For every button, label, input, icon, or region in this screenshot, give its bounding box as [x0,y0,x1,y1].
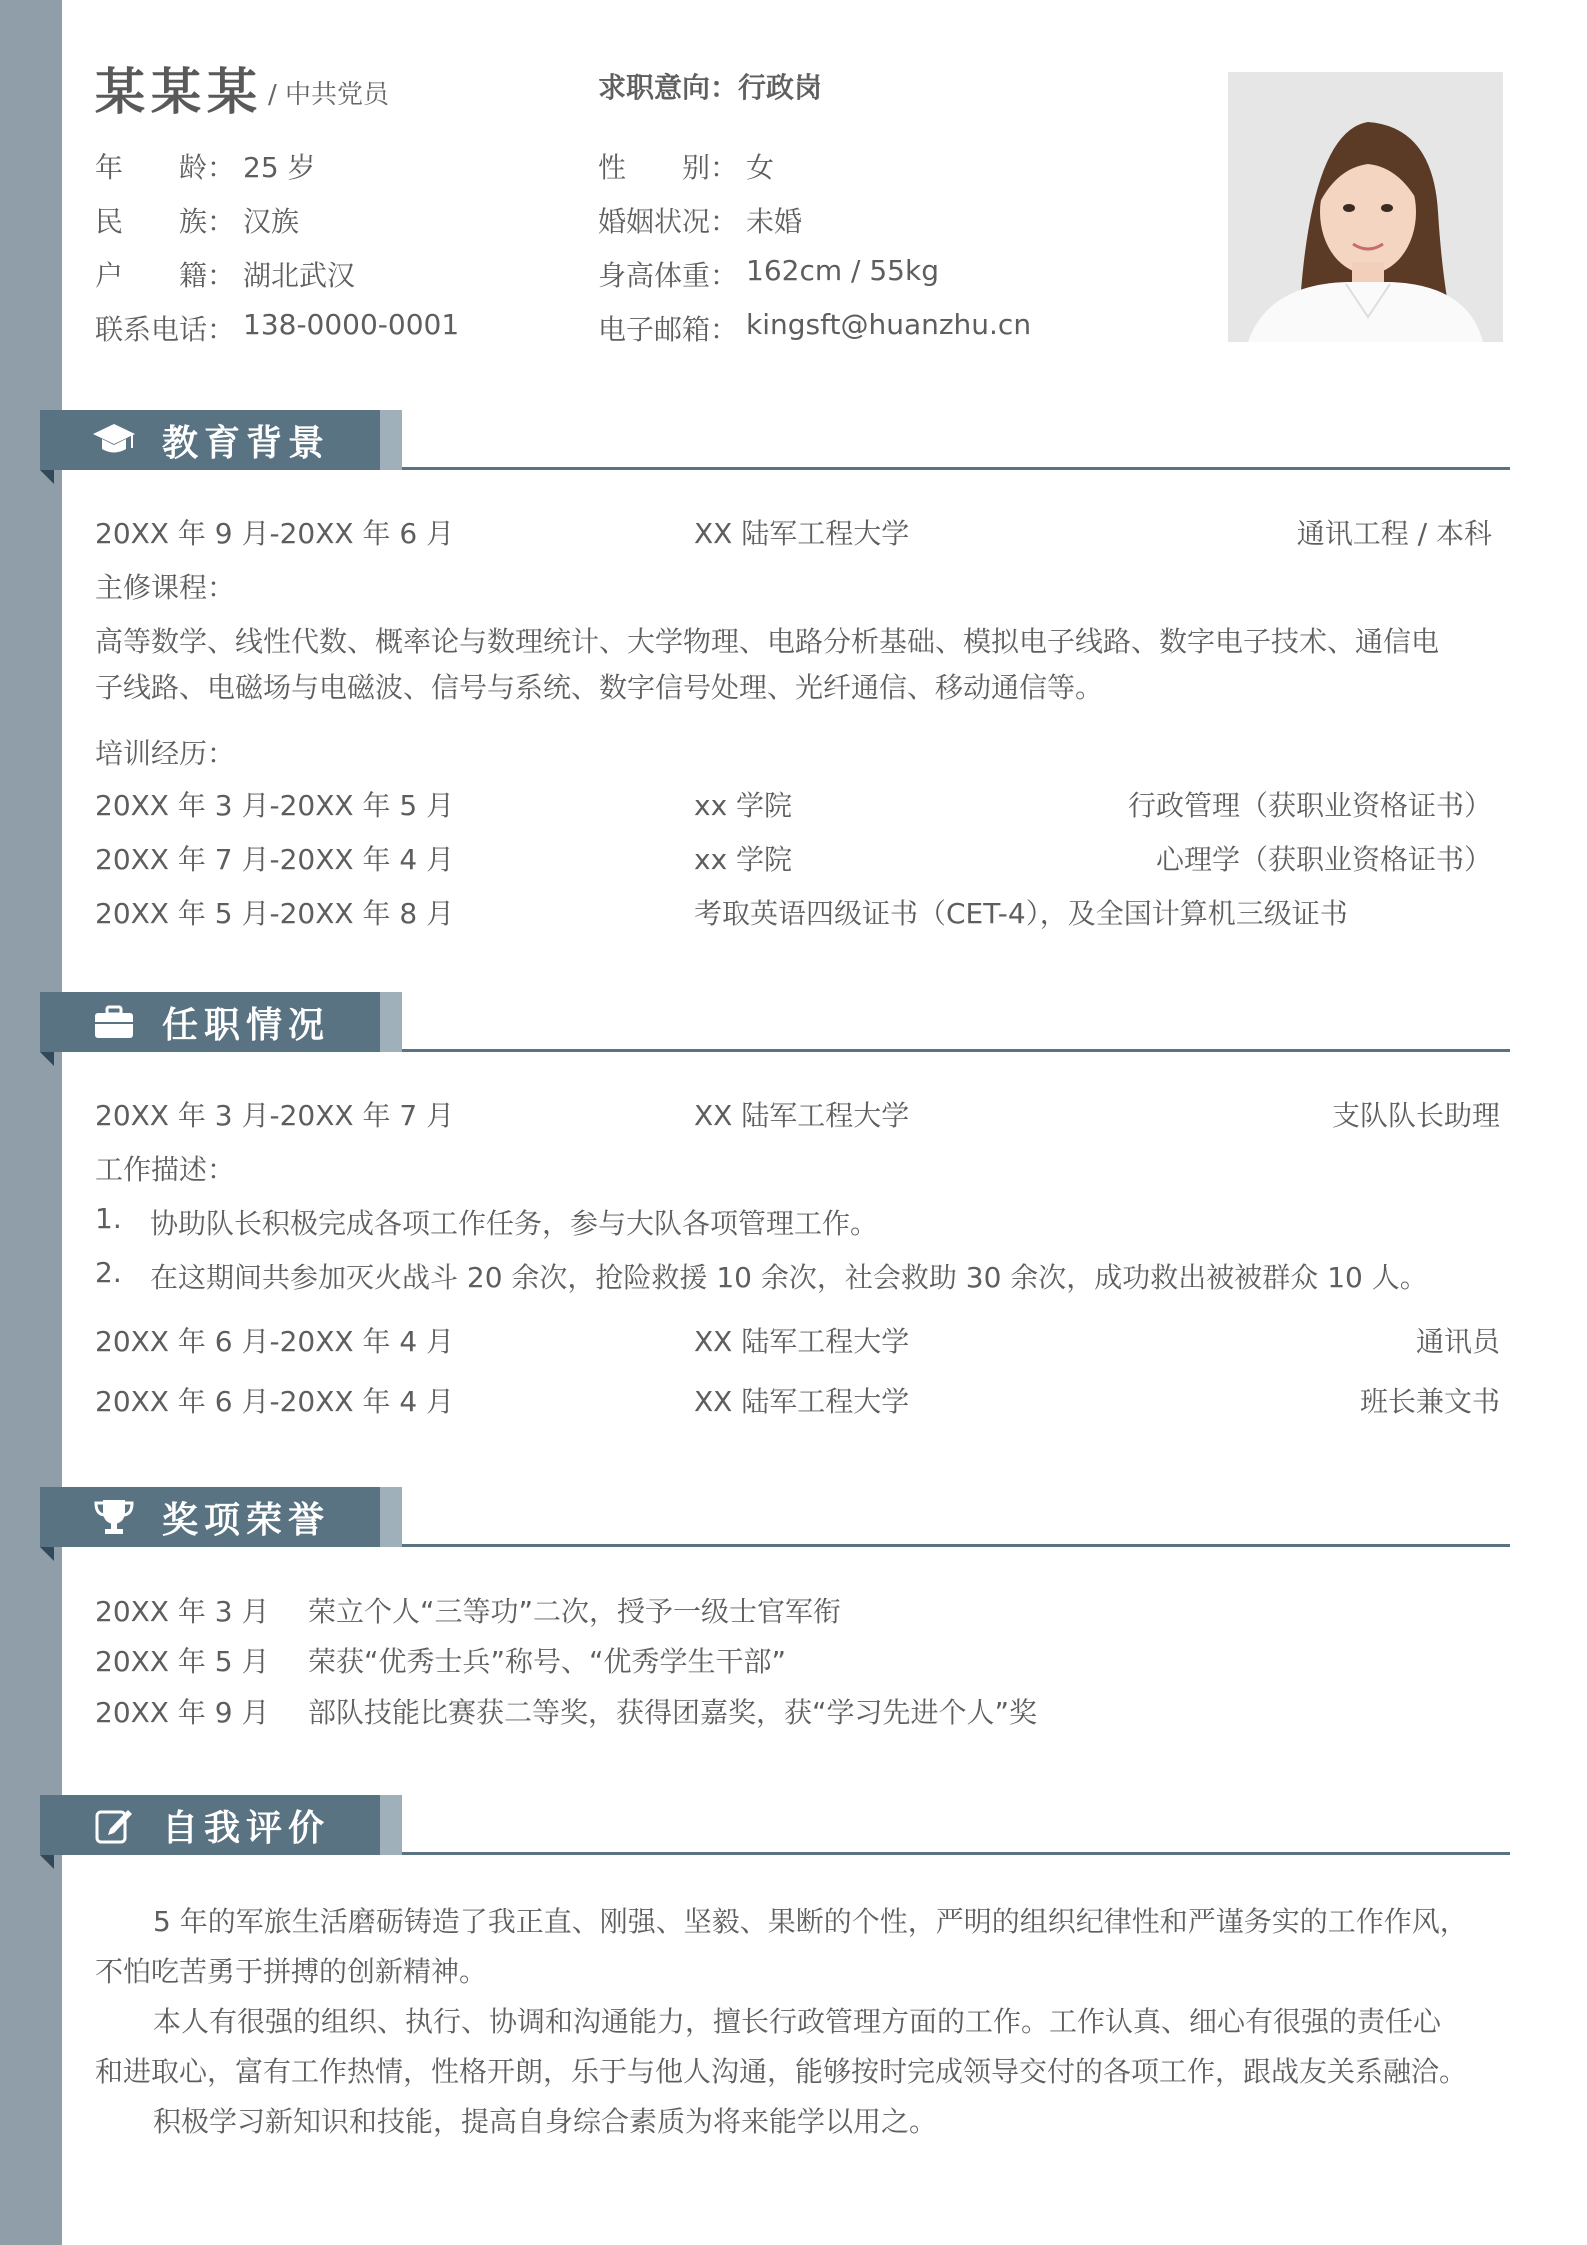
training-period: 20XX 年 3 月-20XX 年 5 月 [95,789,455,822]
section-rule [402,1049,1510,1052]
info-age [95,146,316,186]
self-eval-line: 本人有很强的组织、执行、协调和沟通能力，擅长行政管理方面的工作。工作认真、细心有很强的责任心 [153,2005,1442,2038]
section-header-education [40,410,1510,488]
work-org: XX 陆军工程大学 [694,1099,910,1132]
work-role: 通讯员 [1415,1325,1500,1358]
info-value: 汉族 [243,205,300,238]
award-date: 20XX 年 5 月 [95,1645,270,1678]
section-rule [402,1544,1510,1547]
section-band-fold [40,470,54,484]
section-title: 任职情况 [162,1004,331,1046]
portrait-image [1228,72,1503,342]
section-rule [402,467,1510,470]
award-date: 20XX 年 9 月 [95,1696,270,1729]
section-header-self [40,1795,1510,1873]
info-value: 25 岁 [243,151,316,184]
award-text: 荣获“优秀士兵”称号、“优秀学生干部” [308,1645,787,1678]
section-band-accent [380,992,402,1052]
section-band-accent [380,410,402,470]
info-ethnicity [95,200,299,240]
work-period: 20XX 年 3 月-20XX 年 7 月 [95,1099,455,1132]
section-band-accent [380,1487,402,1547]
edu-major: 通讯工程 / 本科 [1296,517,1492,550]
info-label: 性 别： [598,151,739,184]
award-date: 20XX 年 3 月 [95,1595,270,1628]
section-title: 奖项荣誉 [162,1499,331,1541]
section-title: 教育背景 [162,422,331,464]
work-period: 20XX 年 6 月-20XX 年 4 月 [95,1385,455,1418]
info-marital [598,200,802,240]
training-org: xx 学院 [694,843,793,876]
section-rule [402,1852,1510,1855]
info-value: 女 [746,151,775,184]
work-desc-text: 在这期间共参加灭火战斗 20 余次，抢险救援 10 余次，社会救助 30 余次，成功救出被被群众 10 人。 [150,1261,1428,1294]
training-result: 行政管理（获职业资格证书） [1127,789,1492,822]
courses-line: 高等数学、线性代数、概率论与数理统计、大学物理、电路分析基础、模拟电子线路、数字电子技术、通信电 [95,625,1440,658]
profile-photo [1228,72,1503,342]
work-org: XX 陆军工程大学 [694,1385,910,1418]
work-desc-text: 协助队长积极完成各项工作任务，参与大队各项管理工作。 [150,1207,879,1240]
edit-icon [92,1803,136,1847]
work-role: 班长兼文书 [1359,1385,1500,1418]
trophy-icon [92,1495,136,1539]
work-org: XX 陆军工程大学 [694,1325,910,1358]
self-eval-line: 不怕吃苦勇于拼搏的创新精神。 [95,1955,488,1988]
info-email [598,308,1031,348]
left-decor-strip [0,0,62,2245]
info-height-weight [598,254,939,294]
section-band [40,1795,380,1855]
party-affiliation: / 中共党员 [268,80,390,110]
training-result: 心理学（获职业资格证书） [1155,843,1492,876]
training-label: 培训经历： [95,737,236,770]
job-intent: 求职意向：行政岗 [598,71,823,104]
section-band [40,1487,380,1547]
section-band [40,410,380,470]
work-desc-num: 1. [95,1202,122,1235]
work-desc-label: 工作描述： [95,1153,236,1186]
award-text: 荣立个人“三等功”二次，授予一级士官军衔 [308,1595,842,1628]
info-value: 138-0000-0001 [243,308,460,341]
section-header-work [40,992,1510,1070]
courses-label: 主修课程： [95,571,236,604]
edu-period: 20XX 年 9 月-20XX 年 6 月 [95,517,455,550]
info-value: 162cm / 55kg [746,254,939,287]
self-eval-line: 和进取心，富有工作热情，性格开朗，乐于与他人沟通，能够按时完成领导交付的各项工作，跟战友关系融洽。 [95,2055,1468,2088]
award-text: 部队技能比赛获二等奖，获得团嘉奖，获“学习先进个人”奖 [308,1696,1038,1729]
info-value: kingsft@huanzhu.cn [746,308,1032,341]
info-label: 民 族： [95,205,236,238]
section-band-fold [40,1547,54,1561]
info-label: 电子邮箱： [598,313,739,346]
info-label: 年 龄： [95,151,236,184]
info-label: 联系电话： [95,313,236,346]
section-band-accent [380,1795,402,1855]
courses-line: 子线路、电磁场与电磁波、信号与系统、数字信号处理、光纤通信、移动通信等。 [95,671,1104,704]
work-desc-num: 2. [95,1256,122,1289]
info-hometown [95,254,355,294]
training-period: 20XX 年 5 月-20XX 年 8 月 [95,897,455,930]
training-org: xx 学院 [694,789,793,822]
info-value: 湖北武汉 [243,259,356,292]
candidate-name: 某某某 [95,63,263,121]
section-header-awards [40,1487,1510,1565]
section-title: 自我评价 [162,1807,331,1849]
info-gender [598,146,774,186]
work-role: 支队队长助理 [1331,1099,1500,1132]
self-eval-line: 5 年的军旅生活磨砺铸造了我正直、刚强、坚毅、果断的个性，严明的组织纪律性和严谨务实的工作作风， [153,1905,1468,1938]
training-period: 20XX 年 7 月-20XX 年 4 月 [95,843,455,876]
briefcase-icon [92,1000,136,1044]
section-band-fold [40,1052,54,1066]
section-band [40,992,380,1052]
info-phone [95,308,459,348]
self-eval-line: 积极学习新知识和技能，提高自身综合素质为将来能学以用之。 [153,2105,938,2138]
info-label: 身高体重： [598,259,739,292]
graduation-cap-icon [92,418,136,462]
info-label: 户 籍： [95,259,236,292]
section-band-fold [40,1855,54,1869]
info-value: 未婚 [746,205,803,238]
info-label: 婚姻状况： [598,205,739,238]
work-period: 20XX 年 6 月-20XX 年 4 月 [95,1325,455,1358]
training-org: 考取英语四级证书（CET-4），及全国计算机三级证书 [694,897,1348,930]
edu-school: XX 陆军工程大学 [694,517,910,550]
